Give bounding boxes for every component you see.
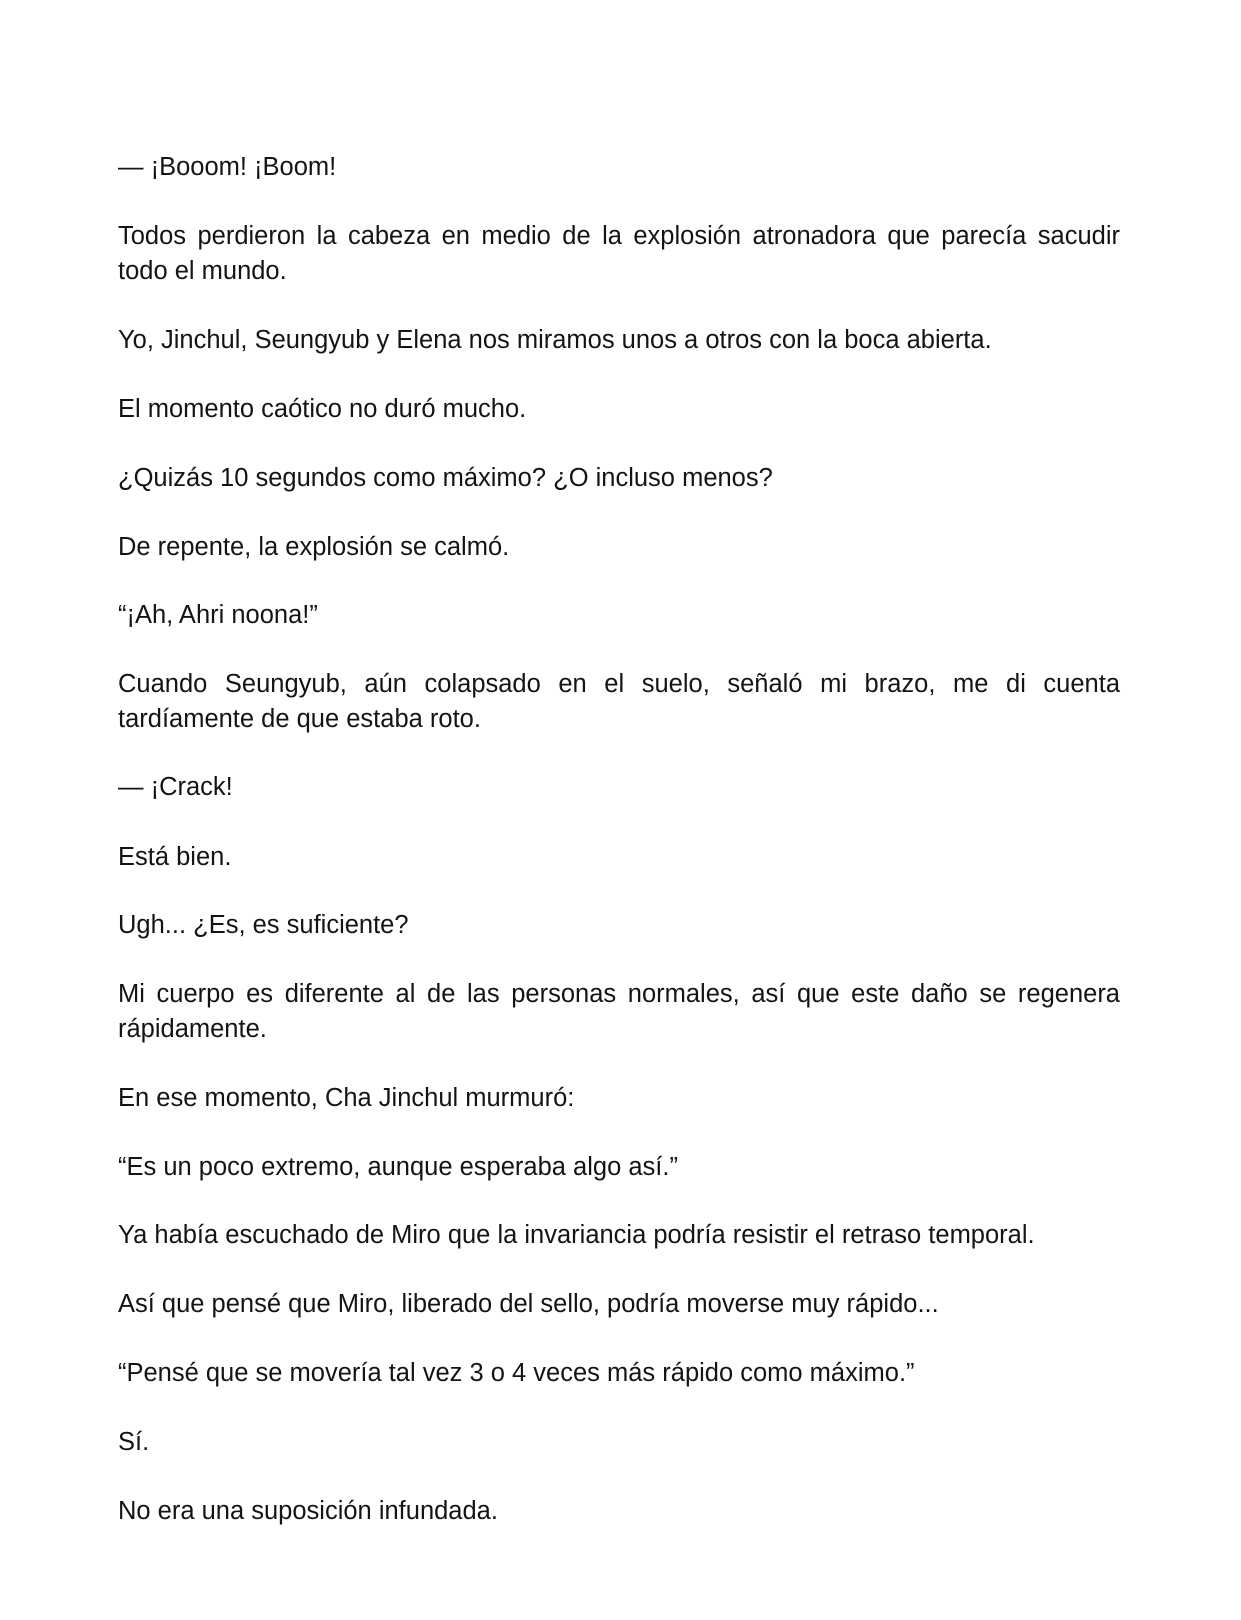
paragraph-7: “¡Ah, Ahri noona!” — [118, 601, 318, 629]
paragraph-12: Mi cuerpo es diferente al de las personas normales, así que este daño se regenera rápidamente. — [118, 980, 1120, 1043]
paragraph-5: ¿Quizás 10 segundos como máximo? ¿O incluso menos? — [118, 464, 773, 492]
paragraph-16: Así que pensé que Miro, liberado del sello, podría moverse muy rápido... — [118, 1290, 939, 1318]
paragraph-1: — ¡Booom! ¡Boom! — [118, 153, 337, 181]
paragraph-15: Ya había escuchado de Miro que la invariancia podría resistir el retraso temporal. — [118, 1221, 1035, 1249]
paragraph-8: Cuando Seungyub, aún colapsado en el suelo, señaló mi brazo, me di cuenta tardíamente de que estaba roto. — [118, 670, 1120, 733]
paragraph-3: Yo, Jinchul, Seungyub y Elena nos miramos unos a otros con la boca abierta. — [118, 326, 992, 354]
paragraph-6: De repente, la explosión se calmó. — [118, 533, 510, 561]
paragraph-17: “Pensé que se movería tal vez 3 o 4 veces más rápido como máximo.” — [118, 1359, 915, 1387]
paragraph-9: — ¡Crack! — [118, 773, 233, 801]
paragraph-2: Todos perdieron la cabeza en medio de la explosión atronadora que parecía sacudir todo el mundo. — [118, 222, 1120, 285]
paragraph-14: “Es un poco extremo, aunque esperaba algo así.” — [118, 1153, 678, 1181]
paragraph-19: No era una suposición infundada. — [118, 1497, 498, 1525]
paragraph-18: Sí. — [118, 1428, 150, 1456]
paragraph-10: Está bien. — [118, 843, 232, 871]
paragraph-4: El momento caótico no duró mucho. — [118, 395, 527, 423]
paragraph-11: Ugh... ¿Es, es suficiente? — [118, 911, 409, 939]
paragraph-13: En ese momento, Cha Jinchul murmuró: — [118, 1084, 575, 1112]
